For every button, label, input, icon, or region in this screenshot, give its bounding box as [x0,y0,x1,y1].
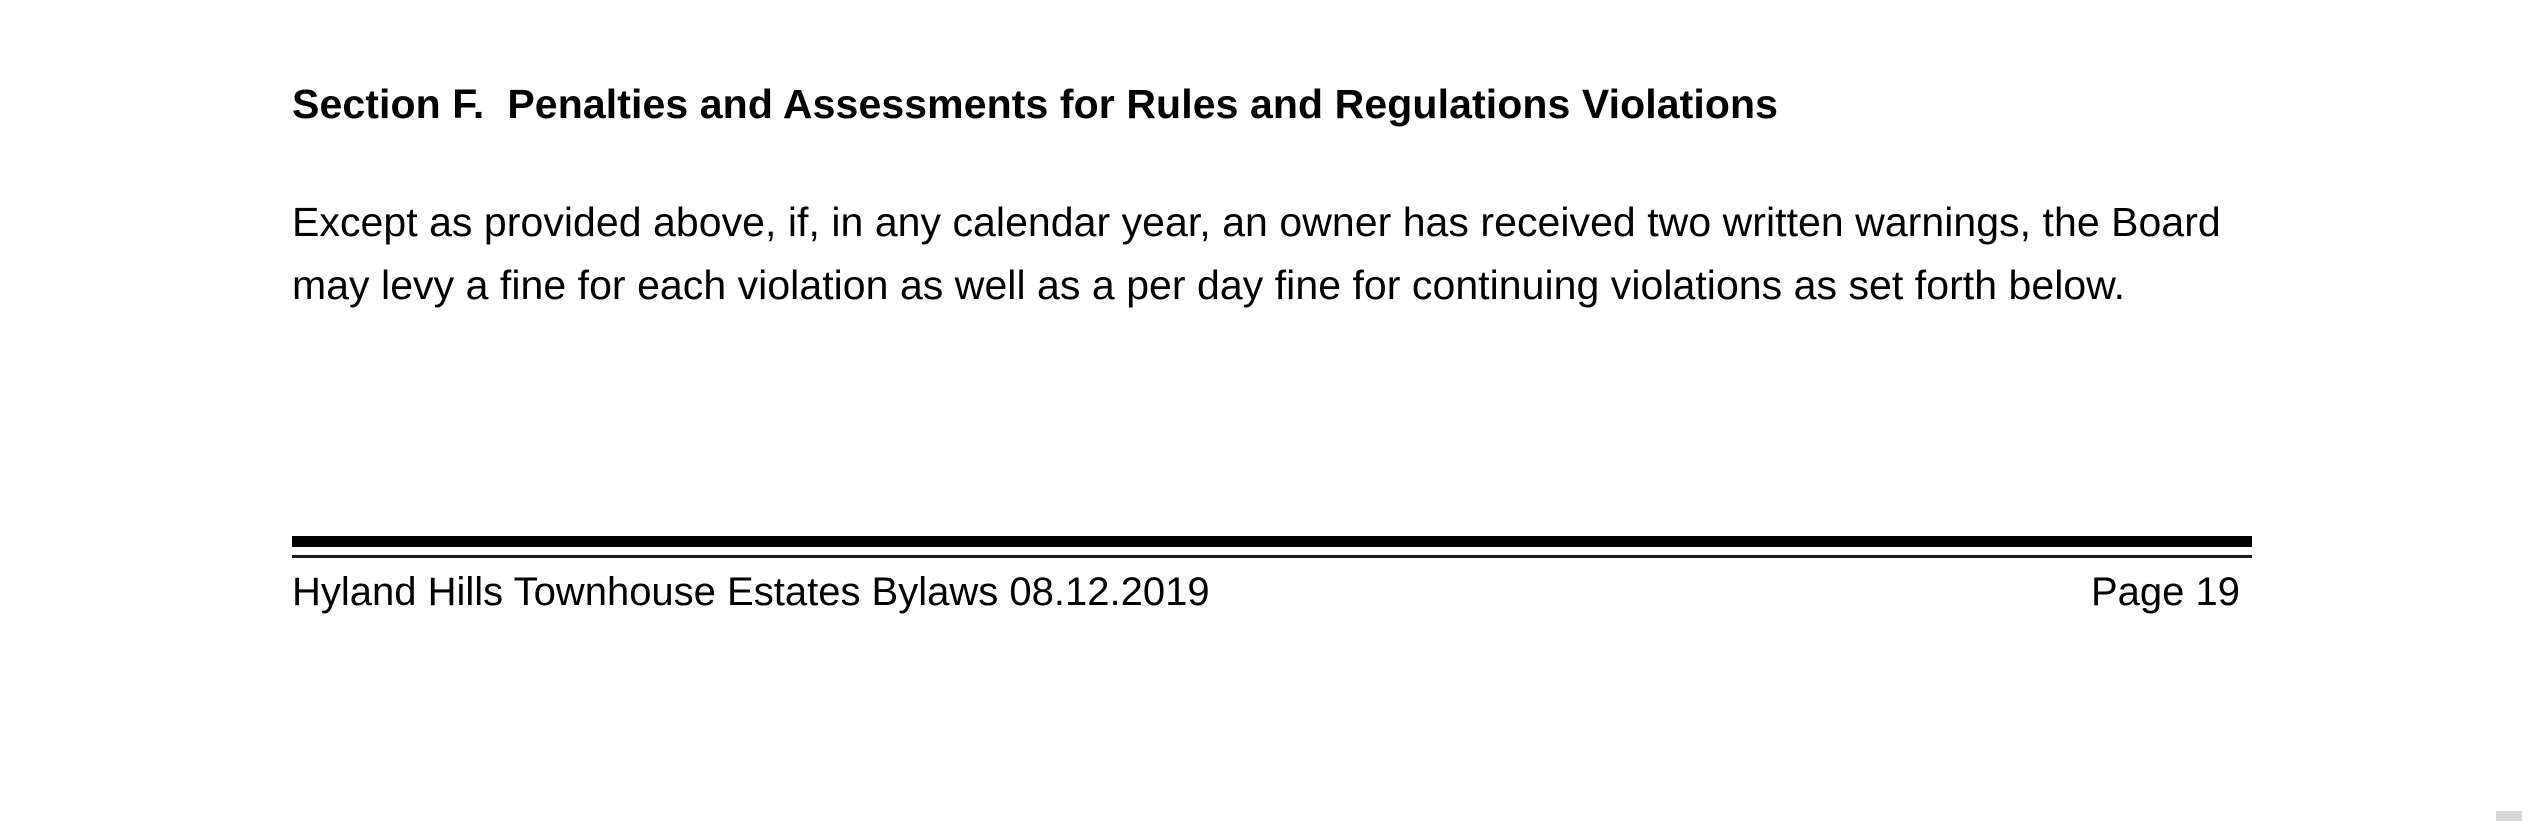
page-content [292,0,2252,357]
section-heading: Section F. Penalties and Assessments for Rules and Regulations Violations [292,81,1779,127]
footer-document-title: Hyland Hills Townhouse Estates Bylaws 08.12.2019 [292,570,1210,614]
footer-divider-thick [292,536,2252,547]
body-paragraph: Except as provided above, if, in any calendar year, an owner has received two written warnings, the Board may levy a fine for each violation as well as a per day fine for continuing violations as set forth below. [292,199,2221,308]
page-footer [292,570,2252,615]
scan-edge-artifact [2496,811,2522,821]
footer-divider-thin [292,555,2252,558]
footer-page-number: Page 19 [2090,570,2240,614]
